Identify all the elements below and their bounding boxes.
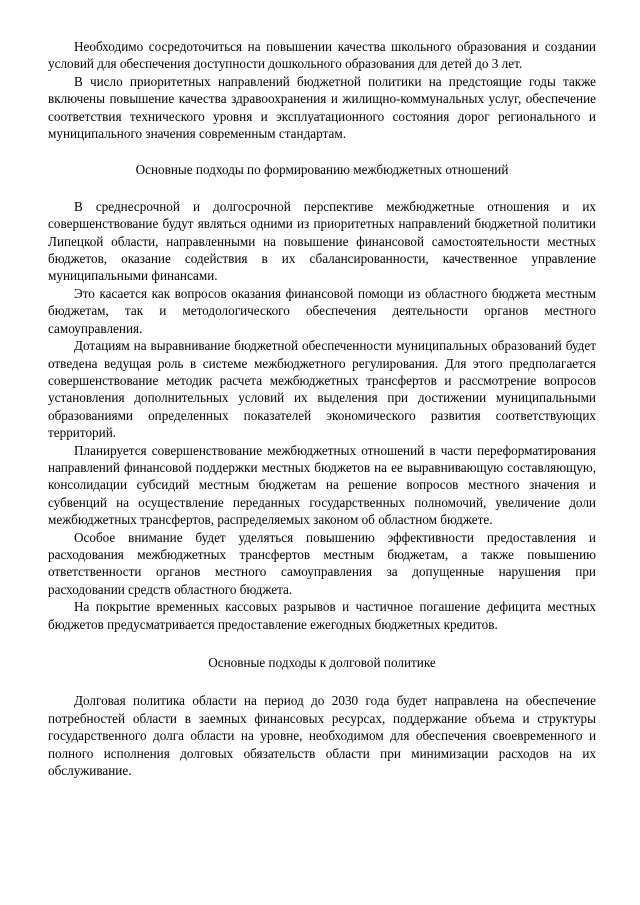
debt-policy-paragraph-1: Долговая политика области на период до 2030 года будет направлена на обеспечение потребностей области в заемных финансовых ресурсах, поддержание объема и структуры государственного долга области на уровне, необходимом для обеспечения своевременного и полного исполнения долговых обязательств области при минимизации расходов на их обслуживание. <box>48 693 596 779</box>
interbudget-paragraph-2: Это касается как вопросов оказания финансовой помощи из областного бюджета местным бюджетам, так и методологического обеспечения деятельности органов местного самоуправления. <box>48 285 596 336</box>
section-heading-debt-policy: Основные подходы к долговой политике <box>208 655 436 670</box>
interbudget-paragraph-6: На покрытие временных кассовых разрывов и частичное погашение дефицита местных бюджетов предусматривается предоставление ежегодных бюджетных кредитов. <box>48 599 596 632</box>
interbudget-paragraph-1: В среднесрочной и долгосрочной перспективе межбюджетные отношения и их совершенствование будут являться одними из приоритетных направлений бюджетной политики Липецкой области, направленными на повышение финансовой самостоятельности местных бюджетов, оказание содействия в их сбалансированности, качественное управление муниципальными финансами. <box>48 198 596 284</box>
interbudget-paragraph-3: Дотациям на выравнивание бюджетной обеспеченности муниципальных образований будет отведена ведущая роль в системе межбюджетного регулирования. Для этого предполагается совершенствование методик расчета межбюджетных трансфертов и рассмотрение вопросов установления дополнительных условий их выделения при достижении муниципальными образованиями определенных показателей экономического развития соответствующих территорий. <box>48 338 596 441</box>
intro-paragraph-2: В число приоритетных направлений бюджетной политики на предстоящие годы также включены повышение качества здравоохранения и жилищно-коммунальных услуг, обеспечение соответствия технического уровня и эксплуатационного состояния дорог регионального и муниципального значения современным стандартам. <box>48 73 596 142</box>
intro-paragraph-1: Необходимо сосредоточиться на повышении качества школьного образования и создании условий для обеспечения доступности дошкольного образования для детей до 3 лет. <box>48 39 596 72</box>
section-heading-interbudget: Основные подходы по формированию межбюджетных отношений <box>135 162 509 178</box>
interbudget-paragraph-4: Планируется совершенствование межбюджетных отношений в части переформатирования направлений финансовой поддержки местных бюджетов на ее выравнивающую составляющую, консолидации субсидий местным бюджетам на решение вопросов местного значения и субвенций на осуществление переданных государственных полномочий, увеличение доли межбюджетных трансфертов, распределяемых законом об областном бюджете. <box>48 442 596 528</box>
interbudget-paragraph-5: Особое внимание будет уделяться повышению эффективности предоставления и расходования межбюджетных трансфертов местным бюджетам, а также повышению ответственности органов местного самоуправления за допущенные нарушения при расходовании средств областного бюджета. <box>48 529 596 597</box>
